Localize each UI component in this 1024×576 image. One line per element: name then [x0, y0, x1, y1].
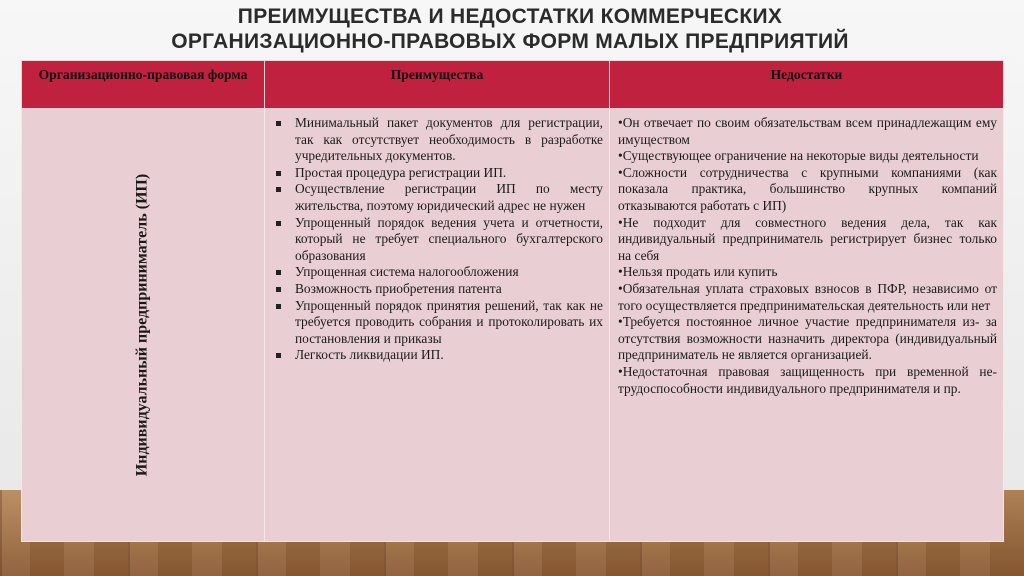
list-item: •Сложности сотрудничества с крупными компаниями (как показала практика, большинство крупных компаний отказываются работать с ИП): [618, 164, 997, 213]
header-advantages: Преимущества: [265, 61, 610, 109]
list-item: •Существующее ограничение на некоторые виды деятельности: [618, 148, 979, 164]
disadvantages-cell: [610, 109, 1004, 542]
list-item: Осуществление регистрации ИП по месту жительства, поэтому юридический адрес не нужен: [275, 181, 603, 214]
list-item: Минимальный пакет документов для регистрации, так как отсутствует необходимость в разработке учредительных документов.: [275, 115, 603, 165]
table-row: [22, 109, 1004, 542]
header-form: Организационно-правовая форма: [22, 61, 265, 109]
header-disadvantages: Недостатки: [610, 61, 1004, 109]
list-item: •Недостаточная правовая защищенность при временной не-трудоспособности индивидуального предпринимателя и пр.: [618, 363, 997, 396]
list-item: Упрощенный порядок принятия решений, так как не требуется проводить собрания и протоколировать их постановления и приказы: [275, 298, 603, 348]
list-item: •Не подходит для совместного ведения дела, так как индивидуальный предприниматель регистрирует бизнес только на себя: [618, 214, 997, 263]
disadvantages-list: [610, 109, 1003, 397]
form-cell: [22, 109, 265, 542]
form-name: Индивидуальный предприниматель (ИП): [133, 173, 151, 477]
table-header-row: [22, 61, 1004, 109]
advantages-cell: [265, 109, 610, 542]
advantages-list: [265, 109, 609, 364]
title-line-2: ОРГАНИЗАЦИОННО-ПРАВОВЫХ ФОРМ МАЛЫХ ПРЕДПРИЯТИЙ: [171, 30, 849, 53]
list-item: •Требуется постоянное личное участие предпринимателя из- за отсутствия возможности назначить директора (индивидуальный предприниматель не является организацией.: [618, 314, 997, 363]
list-item: Простая процедура регистрации ИП.: [275, 165, 603, 182]
comparison-table: [21, 60, 1004, 542]
list-item: •Обязательная уплата страховых взносов в ПФР, независимо от того осуществляется предпринимательская деятельность или нет: [618, 280, 997, 313]
list-item: •Он отвечает по своим обязательствам всем принадлежащим ему имуществом: [618, 115, 997, 147]
list-item: Легкость ликвидации ИП.: [275, 347, 603, 364]
list-item: •Нельзя продать или купить: [618, 264, 778, 280]
list-item: Упрощенный порядок ведения учета и отчетности, который не требует специального бухгалтерского образования: [275, 215, 603, 265]
slide-title: [110, 4, 910, 54]
list-item: Упрощенная система налогообложения: [275, 264, 603, 281]
title-line-1: ПРЕИМУЩЕСТВА И НЕДОСТАТКИ КОММЕРЧЕСКИХ: [237, 5, 783, 28]
list-item: Возможность приобретения патента: [275, 281, 603, 298]
